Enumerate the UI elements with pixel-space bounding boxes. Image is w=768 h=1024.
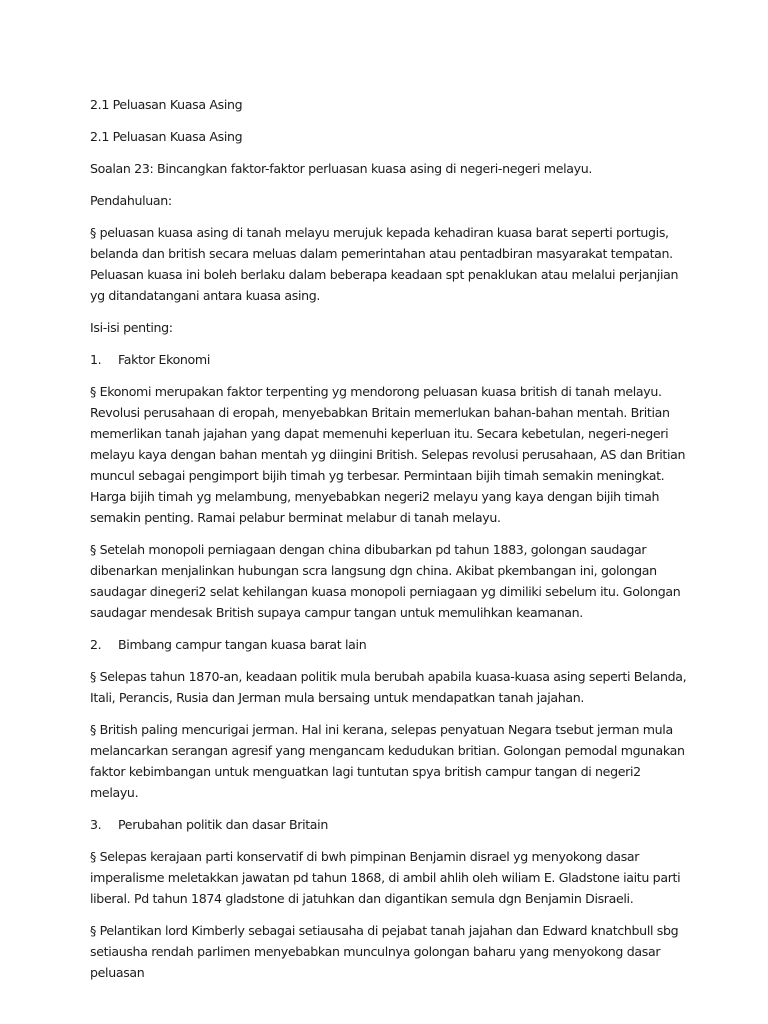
section-heading-2 xyxy=(90,634,690,655)
page-heading-1: 2.1 Peluasan Kuasa Asing xyxy=(90,97,243,112)
intro-paragraph: § peluasan kuasa asing di tanah melayu merujuk kepada kehadiran kuasa barat seperti portugis, belanda dan british secara meluas dalam pemerintahan atau pentadbiran masyarakat tempatan. Peluasan kuasa ini boleh berlaku dalam beberapa keadaan spt penaklukan atau melalui perjanjian yg ditandatangani antara kuasa asing. xyxy=(90,225,679,303)
section-number: 2. xyxy=(90,637,102,652)
page-heading-2: 2.1 Peluasan Kuasa Asing xyxy=(90,129,243,144)
question-text: Soalan 23: Bincangkan faktor-faktor perluasan kuasa asing di negeri-negeri melayu. xyxy=(90,161,593,176)
section-3-paragraph-1: § Selepas kerajaan parti konservatif di bwh pimpinan Benjamin disrael yg menyokong dasar imperalisme meletakkan jawatan pd tahun 1868, di ambil ahlih oleh wiliam E. Gladstone iaitu parti liberal. Pd tahun 1874 gladstone di jatuhkan dan digantikan semula dgn Benjamin Disraeli. xyxy=(90,849,681,906)
section-number: 3. xyxy=(90,817,102,832)
section-1-paragraph-2: § Setelah monopoli perniagaan dengan china dibubarkan pd tahun 1883, golongan saudagar dibenarkan menjalinkan hubungan scra langsung dgn china. Akibat pkembangan ini, golongan saudagar dinegeri2 selat kehilangan kuasa monopoli perniagaan yg dimiliki sebelum itu. Golongan saudagar mendesak British supaya campur tangan untuk memulihkan keamanan. xyxy=(90,542,681,620)
content-heading: Isi-isi penting: xyxy=(90,320,173,335)
section-3-paragraph-2: § Pelantikan lord Kimberly sebagai setiausaha di pejabat tanah jajahan dan Edward knatchbull sbg setiausha rendah parlimen menyebabkan munculnya golongan baharu yang menyokong dasar peluasan xyxy=(90,923,679,980)
intro-heading: Pendahuluan: xyxy=(90,193,172,208)
section-title: Bimbang campur tangan kuasa barat lain xyxy=(118,637,367,652)
section-title: Faktor Ekonomi xyxy=(118,352,210,367)
section-2-paragraph-2: § British paling mencurigai jerman. Hal ini kerana, selepas penyatuan Negara tsebut jerman mula melancarkan serangan agresif yang mengancam kedudukan britian. Golongan pemodal mgunakan faktor kebimbangan untuk menguatkan lagi tuntutan spya british campur tangan di negeri2 melayu. xyxy=(90,722,685,800)
section-heading-3 xyxy=(90,814,690,835)
section-title: Perubahan politik dan dasar Britain xyxy=(118,817,328,832)
section-heading-1 xyxy=(90,349,690,370)
section-number: 1. xyxy=(90,352,102,367)
document-body xyxy=(90,94,690,994)
section-2-paragraph-1: § Selepas tahun 1870-an, keadaan politik mula berubah apabila kuasa-kuasa asing seperti Belanda, Itali, Perancis, Rusia dan Jerman mula bersaing untuk mendapatkan tanah jajahan. xyxy=(90,669,687,705)
section-1-paragraph-1: § Ekonomi merupakan faktor terpenting yg mendorong peluasan kuasa british di tanah melayu. Revolusi perusahaan di eropah, menyebabkan Britain memerlukan bahan-bahan mentah. Britian memerlikan tanah jajahan yang dapat memenuhi keperluan itu. Secara kebetulan, negeri-negeri melayu kaya dengan bahan mentah yg diingini British. Selepas revolusi perusahaan, AS dan Britian muncul sebagai pengimport bijih timah yg terbesar. Permintaan bijih timah semakin meningkat. Harga bijih timah yg melambung, menyebabkan negeri2 melayu yang kaya dengan bijih timah semakin penting. Ramai pelabur berminat melabur di tanah melayu. xyxy=(90,384,686,525)
